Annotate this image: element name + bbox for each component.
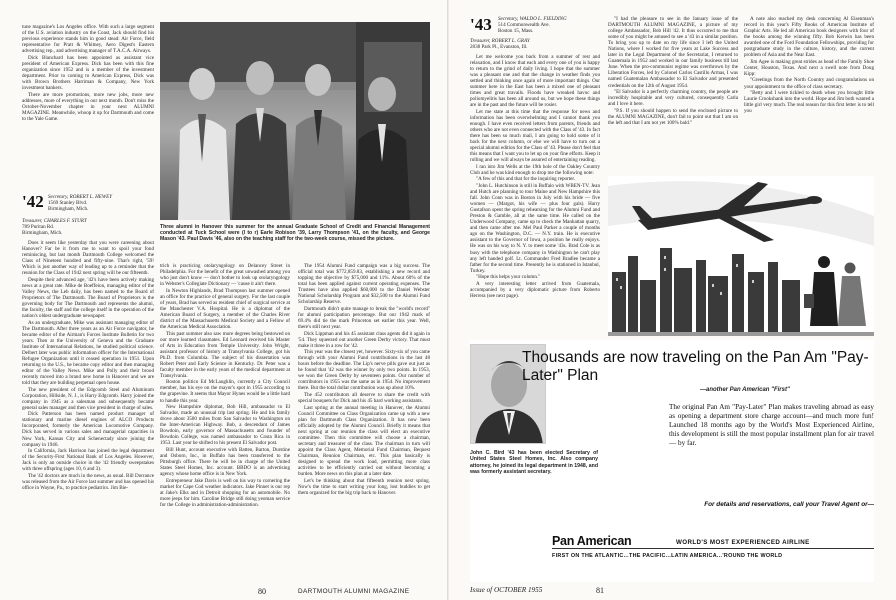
secretary-name: Secretary, WALDO L. FIELDING: [498, 16, 567, 22]
paragraph: "John L. Hutchinson is still in Buffalo with WBEN-TV. Jean and Hutch are planning to tour Maine and New Hampshire this fall. John Conn was in Boston in July with his bride — five women — (Margot, his wife — plus four gals). Harry Gustafson spent the spring rehearsing for the Alumni Fund and Preston & Gamble, all at the same time. He called on the Underwood Company, came up to check the Manhattan quarry, and then came after me. Mel Paul Parker a couple of months ago on the Washington, D.C. — N.Y. train. He is executive assistant to the Governor of Iowa, a position he really enjoys. He was on his way to N. Y. to meet some '43s. Brad Cole is as busy with the telephone company in Washington he can't play any left handed golf. Lt. Commander Fred Bradlee became a father for the second time. Presently he is stationed in Istanbul, Turkey.: [470, 182, 600, 274]
left-col2: [160, 263, 290, 585]
paragraph: "A few of this and that for the inquiring reporter.: [476, 176, 576, 183]
paragraph: This year was the closest yet, however. Sixty-six of you came through with your Alumni Fund contributions in the last 48 hours before the deadline. The Lip's nerve pills gave out just as he found that '42 was the winner by only two points. In 1953, we won the Green Derby by seventeen points. Our number of contributors in 1955 was the same as in 1954. No improvement there. But the total dollar contribution was up about 10%.: [298, 349, 430, 392]
ad-illustration: [608, 176, 874, 336]
paragraph: Boston politico Ed McLaughlin, currently a City Council member, has his eye on the mayor's spot in 1955 according to the grapevine. It seems that Mayor Hynes would be a little hard to handle this year.: [160, 379, 290, 404]
paragraph: The 452 contributors all deserve to share the credit with special bouquets for Dick and his 45 hard working assistants.: [298, 391, 430, 405]
paragraph: Jim Agee is making great strides as head of the Family Shoe Center, Houston, Texas. And next a swell note from Doug Kipp:: [744, 58, 874, 77]
left-col1-bottom: [22, 240, 154, 585]
paragraph: "El Salvador is a perfectly charming country, the people are incredibly hospitable and very cultured, consequently Carla and I love it here.: [608, 89, 738, 108]
paragraph: Does it seem like yesterday that you were careening about Hanover? Far be it from me to want to spoil your fond reminiscing, but last month Dartmouth College welcomed the Class of Nineteen hundred and fifty-nine. That's right, '59! Which is just another way of leading up to a reminder that the reunion for the Class of 1942 next spring will be our fifteenth.: [22, 240, 154, 277]
group-photo: [160, 22, 430, 220]
paragraph: "Greetings from the North Country and congratulations on your appointment to the office of class secretary.: [744, 77, 874, 90]
left-col1-top: [22, 24, 154, 170]
pan-american-logo: Pan American: [552, 534, 632, 548]
ad-details: For details and reservations, call your Travel Agent or—: [704, 501, 874, 508]
right-page-number: 81: [596, 586, 604, 595]
paragraph: Bill Hunt, account executive with Batten, Barton, Durstine and Osborn, Inc., in Buffalo has been transferred to the Pittsburgh office. There he will be in charge of the United States Steel Homes, Inc. account. BBDO is an advertising agency whose home office is in New York.: [160, 446, 290, 478]
class-43-secretary: [498, 16, 598, 34]
paragraph: Dartmouth didn't quite manage to break the "world's record" for alumni participation percentage. But our 1942 mark of 69.4% did tie the mark Princeton set earlier this year. Well, there's still next year.: [298, 305, 430, 330]
treasurer-name: Treasurer, ROBERT L. GRAY: [470, 38, 530, 44]
ad-headline: Thousands are now traveling on the Pan Am "Pay-Later" Plan: [522, 349, 869, 384]
paragraph: Let me welcome you back from a summer of rest and relaxation, and I know that each and every one of you is happy to return to the grind of daily living. I hope that the summer was a pleasant one and that the change in weather finds you settled and thinking once again of more important things. Our summer here in the East has been a mixed one of pleasant times and great travails. Floods have wreaked havoc and poliomyelitis has been all around us, but we hope these things are in the past and the future will be rosier.: [470, 54, 600, 109]
group-photo-image: [160, 22, 430, 220]
paragraph: "P.S. If you should happen to send the enclosed picture to the ALUMNI MAGAZINE, don't fail to point out that I am on the left and that I am not yet 100% bald.": [608, 107, 738, 126]
paragraph: Entrepreneur Jake Davis is well on his way to cornering the market for Cape Cod weather indicators. Jake Pinnet is our rep at Jake's Elks and in Detroit shopping for an automobile. No more jeeps for him. Caroline Bridge still doing yeoman service for the College in administration-administration.: [160, 477, 290, 508]
paragraph: New Hampshire diplomat, Bob Hill, ambassador to El Salvador, made an unusual trip last spring. He and his family drove about 3500 miles from San Salvador to Washington on the Inter-American Highway. Bob, a descendant of James Bowdoin, early governor of Massachusetts and founder of Bowdoin College, was named ambassador to Costa Rica in 1953. Last year he shifted to his present El Salvador post.: [160, 404, 290, 447]
paragraph: Let's be thinking about that fifteenth reunion next spring. Now's the time to start writing your long, lost buddies to get them organized for the big trip back to Hanover.: [298, 477, 430, 496]
secretary-name: Secretary, ROBERT L. HEWEY: [48, 194, 113, 200]
page-gutter: [447, 0, 449, 600]
right-col1: [470, 54, 600, 341]
paragraph: A note also reached my desk concerning Al Eisenman's record in this year's Fifty Books of American Institute of Graphic Arts. He led all American book designers with four of the books among the winning fifty. Bob Kerwin has been awarded one of the Ford Foundation Fellowships, providing for postgraduate study in the culture, history, and the current problem of Asia and the Near East.: [744, 16, 874, 59]
ad-body-text: The original Pan Am "Pay-Later" Plan makes traveling abroad as easy as opening a department store charge account—and much more fun! Launched 18 months ago by the World's Most Experienced Airline, this development is still the most popular installment plan for air travel — by far.: [669, 403, 874, 447]
class-number-43: '43: [470, 15, 492, 34]
ad-divider: [552, 548, 874, 549]
group-photo-caption: Three alumni in Hanover this summer for the annual Graduate School of Credit and Financial Management conducted at Tuck School were (l to r) Earle Robison '39, Larry Thompson '41, on the faculty, and George Mason '43. Paul Davis '46, also on the teaching staff for the two-week course, missed the picture.: [160, 224, 430, 243]
paragraph: trich is practicing otolaryngology on Delancey Street in Philadelphia. For the benefit of the great unwashed among you who just don't know — don't bother to look up otolaryngology in Webster's Collegiate Dictionary — 'cause it ain't there.: [160, 263, 290, 288]
paragraph: Dick Patterson has been named product manager of stationary and marine diesel engines of ALCO Products Incorporated, formerly the American Locomotive Company. Dick has served in various sales and managerial capacities in New York, Kansas City and Schenectady since joining the company in 1946.: [22, 411, 154, 448]
left-footer-title: DARTMOUTH ALUMNI MAGAZINE: [298, 588, 410, 595]
paragraph: Last spring at the annual meeting in Hanover, the Alumni Council Committee on Class Organization came up with a new plan for Dartmouth Class Organization. It has now been officially adopted by the Alumni Council. Briefly it means that next spring at our reunion the class will elect an executive committee. Then this committee will choose a chairman, secretary and treasurer of the class. The chairman in turn will appoint the Class Agent, Memorial Fund Chairman, Bequest Chairman, Reunion Chairman, etc. This plan basically is designed to spread the work load, permitting more class activities to be efficiently carried out without becoming a burden. More news on this plan at a later date.: [298, 404, 430, 478]
paragraph: The new president of the Edgcomb Steel and Aluminum Corporation, Hillside, N. J., is Harry Edgcomb. Harry joined the company in 1945 as a salesman and subsequently became general sales manager and then vice president in charge of sales.: [22, 386, 154, 411]
paragraph: The '42 doctors are much in the news, as usual. Bill Dorrance was released from the Air Force last summer and has opened his office in Wayne, Pa., to practice pediatrics. Jim Bie-: [22, 472, 154, 491]
secretary-address-2: Birmingham, Mich.: [48, 206, 89, 213]
paragraph: Despite their advanced age, '42's have been actively making news at a great rate. Mike de Boeffeion, managing editor of the Valley News, the Leb daily, has been named to the Board of Proprietors of The Dartmouth. The Board of Proprietors is the governing body for The Dartmouth and represents the alumni, the faculty, the staff and the college itself in the operation of the nation's oldest undergraduate newspaper.: [22, 276, 154, 320]
portrait-caption: John C. Bird '43 has been elected Secretary of United States Steel Homes, Inc. Also company attorney, he joined its legal department in 1948, and was formerly assistant secretary.: [470, 450, 598, 476]
class-42-treasurer: [22, 218, 154, 236]
treasurer-address-1: 789 Puritan Rd.: [22, 224, 55, 231]
right-col2: [608, 16, 738, 171]
paragraph: In California, Jack Harrison has joined the legal department of the Security-First National Bank of Los Angeles. However, Jack is only an outside choice in the '42 friendly sweepstakes with three offspring (ages 10, 6 and 3).: [22, 448, 154, 473]
paragraph: "Hope this helps your column.": [476, 274, 541, 281]
paragraph: In Newton Highlands, Brad Thompson last summer opened an office for the practice of general surgery. For the last couple of years, Brad has served as resident chief of surgical service at the Manchester V.A. Hospital. He is a diplomat of the American Board of Surgery, a member of the Charles River district of the Massachusetts Medical Society and a Fellow of the American Medical Association.: [160, 287, 290, 330]
ad-subhead: —another Pan American "First": [700, 387, 790, 393]
treasurer-address-2: Birmingham, Mich.: [22, 230, 63, 237]
ad-routes: FIRST ON THE ATLANTIC...THE PACIFIC...LATIN AMERICA...'ROUND THE WORLD: [552, 553, 783, 559]
paragraph: "I had the pleasure to see in the January issue of the DARTMOUTH ALUMNI MAGAZINE, a picture of my college Ambassador, Bob Hill '42. It thus occurred to me that some of you might be amused to see a '43 in a similar position. To bring you up to date on my life since I left the United Nations, where I worked for five years at Lake Success and later in the Legal Department of the Secretariat, I returned to Guatemala in 1952 and worked in our family business till last June. When the pro-communist regime was overthrown by the Liberation Forces, led by Colonel Carlos Castillo Armas, I was named Guatemalan Ambassador to El Salvador and presented credentials on the 12th of August 1954.: [608, 16, 738, 89]
paragraph: "Betty and I were tickled to death when you brought little Laurie Crookshank into the world. Hope and Jim both wanted a little girl very much. The real reason for this first letter is to tell you: [744, 90, 874, 115]
paragraph: This past summer also saw more degrees being bestowed on our more learned classmates. Ed Leonard received his Master of Arts in Education from Temple University. John Wright, assistant professor of history at Transylvania College, got his Ph.D. from Columbia. The subject of his dissertation was Robert Peter and Early Science in Kentucky. Dr. Peter was a faculty member in the early years of the medical department at Transylvania.: [160, 330, 290, 379]
paragraph: tune magazine's Los Angeles office. With such a large segment of the U.S. aviation industry on the Coast, Jack should find his previous experience stands him in good stead: Air Force, field representative for Pratt & Whitney, Aero Digest's Eastern advertising rep., and advertising manager of T.A.C.A. Airways.: [22, 24, 154, 55]
right-footer-issue: Issue of OCTOBER 1955: [470, 586, 543, 594]
class-43-treasurer: [470, 38, 598, 50]
right-col3: [744, 16, 874, 134]
paragraph: The 1954 Alumni Fund campaign was a big success. The official total was $772,859.83, establishing a new record and topping the objective by $75,000 and 11%. About 60% of the total has been applied against current operating expenses. The Trustees have also applied $60,000 to the Daniel Webster National Scholarship Program and $32,500 to the Alumni Fund Scholarship Reserve.: [298, 263, 430, 306]
class-number-42: '42: [22, 192, 44, 211]
airplane-city-illustration: [608, 176, 874, 336]
paragraph: I ran into Jim Wells at the 19th hole of the Oakley Country Club and he was kind enough to drop me the following note:: [470, 163, 600, 176]
paragraph: As an undergraduate, Mike was assistant managing editor of The Dartmouth. After three years as an Air Force navigator, he became editor of the Airman's Forces Institute Bulletin for two years. Then at the University of Geneva and the Graduate Institute of International Relations, he studied political science. Delbert later was public information officer for the International Refugee Organization until it ceased operation in 1951. Upon returning to the U.S., he became copy editor and then managing editor of the Valley News. Mike and Polly and their brood recently moved into a brand new home in Hanover and we are told that they are building perpetual open house.: [22, 319, 154, 387]
paragraph: There are more promotions, more new jobs, more new addresses, more of everything in our next month. Don't miss the October-November chapter in your next ALUMNI MAGAZINE. Meanwhile, whoop it up for Dartmouth and come to the Yale Game.: [22, 91, 154, 122]
treasurer-name: Treasurer, CHARLES F. STURT: [22, 218, 87, 224]
paragraph: Dick Blanchard has been appointed as assistant vice president of American Express. Dick has been with this fine organization since 1952 and is a member of the investment department. Prior to coming to American Express, Dick was with Brown Brothers Harriman & Company, New York investment bankers.: [22, 54, 154, 91]
treasurer-address-1: 2838 Park Pl., Evanston, Ill.: [470, 44, 528, 51]
paragraph: Let me state at this time that the response for news and information has been overwhelming and I cannot thank you enough. I have even received letters from parents, friends and others who are not even connected with the Class of '43. In fact there has been so much mail, I am going to hold some of it back for the next column, or else we will have to turn out a special alumni edition for the Class of '43. Please don't feel that this means that I want you to let up on your fine efforts. Keep it rolling and we will always be assured of entertaining reading.: [470, 108, 600, 164]
paragraph: Dick Lippman and his 45 assistant class agents did it again in '54. They squeezed out another Green Derby victory. That must make it three in a row for '42.: [298, 330, 430, 349]
ad-tagline: WORLD'S MOST EXPERIENCED AIRLINE: [676, 539, 810, 546]
class-42-secretary: [48, 194, 154, 212]
secretary-address-1: 1569 Stanley Blvd.: [48, 200, 88, 207]
secretary-address-1: 514 Commonwealth Ave.: [498, 22, 550, 29]
secretary-address-2: Boston 15, Mass.: [498, 28, 534, 35]
left-col3: [298, 263, 430, 585]
paragraph: A very interesting letter arrived from Guatemala, accompanied by a very diplomatic picture from Roberto Herrera (see next page).: [470, 280, 600, 299]
left-page-number: 80: [258, 587, 266, 596]
